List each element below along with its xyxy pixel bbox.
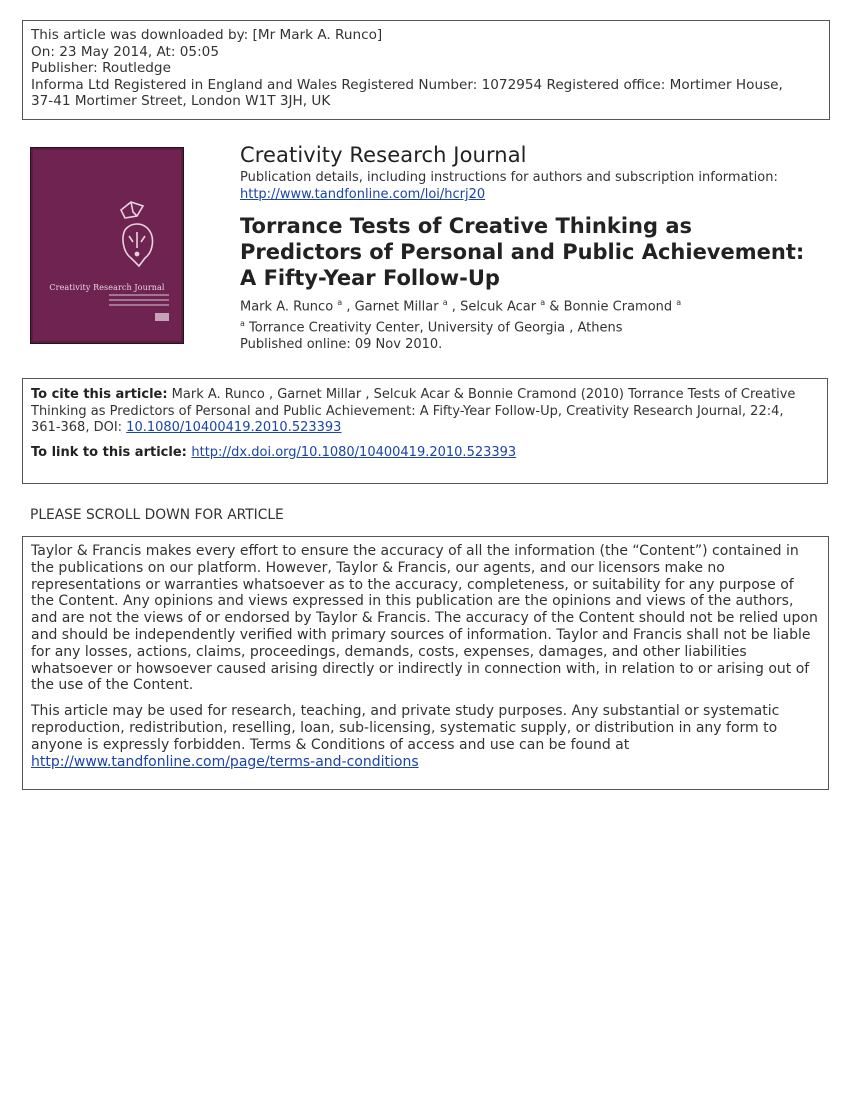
- download-notice-line: Informa Ltd Registered in England and Wales Registered Number: 1072954 Registered office: Mortimer House,: [31, 76, 783, 93]
- publisher-logo: [155, 313, 169, 321]
- article-title: Torrance Tests of Creative Thinking as Predictors of Personal and Public Achievement: A Fifty-Year Follow-Up: [240, 214, 805, 290]
- author-name: Selcuk Acar: [460, 299, 537, 315]
- journal-title: Creativity Research Journal: [240, 143, 527, 167]
- doi-link[interactable]: 10.1080/10400419.2010.523393: [126, 420, 342, 435]
- author-name: Mark A. Runco: [240, 299, 334, 315]
- download-notice-line: On: 23 May 2014, At: 05:05: [31, 43, 219, 60]
- author-list: Mark A. Runco $^a$ , Garnet Millar $^a$ , Selcuk Acar $^a$ & Bonnie Cramond $^a$: [240, 298, 682, 315]
- publication-details: Publication details, including instructions for authors and subscription information:: [240, 170, 778, 185]
- author-affiliation-mark: a: [442, 298, 448, 307]
- usage-terms-paragraph: This article may be used for research, teaching, and private study purposes. Any substantial or systematic reproduction, redistribution, reselling, loan, sub-licensing, systematic supply, or distribution in any form to anyone is expressly forbidden. Terms & Conditions of access and use can be found at http://www.tandfonline.com/page/terms-and-conditions: [31, 703, 780, 770]
- affiliation: $^a$ Torrance Creativity Center, University of Georgia , Athens: [240, 319, 623, 336]
- author-affiliation-mark: a: [337, 298, 343, 307]
- disclaimer-box: [22, 536, 829, 790]
- author-affiliation-mark: a: [676, 298, 682, 307]
- author-affiliation-mark: a: [540, 298, 546, 307]
- pencil-thinking-head-icon: [115, 196, 159, 272]
- citation-text: To cite this article: Mark A. Runco , Garnet Millar , Selcuk Acar & Bonnie Cramond (2010) Torrance Tests of Creative Thinking as Predictors of Personal and Public Achievement: A Fifty-Year Follow-Up, Creativity Research Journal, 22:4, 361-368, DOI: 10.1080/10400419.2010.523393: [31, 387, 796, 435]
- terms-and-conditions-link[interactable]: http://www.tandfonline.com/page/terms-and-conditions: [31, 753, 419, 770]
- article-link-row: [31, 445, 817, 462]
- affiliation-mark: a: [240, 319, 245, 328]
- citation-box: [22, 378, 828, 484]
- cite-label: To cite this article:: [31, 387, 168, 402]
- download-notice-line: This article was downloaded by: [Mr Mark A. Runco]: [31, 27, 383, 43]
- journal-cover-image: [30, 147, 184, 344]
- download-notice-line: Publisher: Routledge: [31, 60, 171, 77]
- cover-text-lines: [109, 294, 169, 309]
- author-name: Garnet Millar: [354, 299, 439, 315]
- published-date: Published online: 09 Nov 2010.: [240, 337, 443, 352]
- scroll-down-note: PLEASE SCROLL DOWN FOR ARTICLE: [30, 507, 284, 523]
- link-label: To link to this article:: [31, 444, 192, 460]
- journal-url-link[interactable]: http://www.tandfonline.com/loi/hcrj20: [240, 187, 486, 202]
- disclaimer-paragraph: Taylor & Francis makes every effort to ensure the accuracy of all the information (the “Content”) contained in the publications on our platform. However, Taylor & Francis, our agents, and our licensors make no representations or warranties whatsoever as to the accuracy, completeness, or suitability for any purpose of the Content. Any opinions and views expressed in this publication are the opinions and views of the authors, and are not the views of or endorsed by Taylor & Francis. The accuracy of the Content should not be relied upon and should be independently verified with primary sources of information. Taylor and Francis shall not be liable for any losses, actions, claims, proceedings, demands, costs, expenses, damages, and other liabilities whatsoever or howsoever caused arising directly or indirectly in connection with, in relation to or arising out of the use of the Content.: [31, 543, 818, 694]
- author-name: Bonnie Cramond: [563, 299, 673, 315]
- cover-title: Creativity Research Journal: [49, 283, 165, 292]
- download-notice-box: [22, 20, 830, 120]
- article-doi-url-link[interactable]: http://dx.doi.org/10.1080/10400419.2010.523393: [191, 444, 517, 460]
- download-notice-line: 37-41 Mortimer Street, London W1T 3JH, UK: [31, 93, 331, 110]
